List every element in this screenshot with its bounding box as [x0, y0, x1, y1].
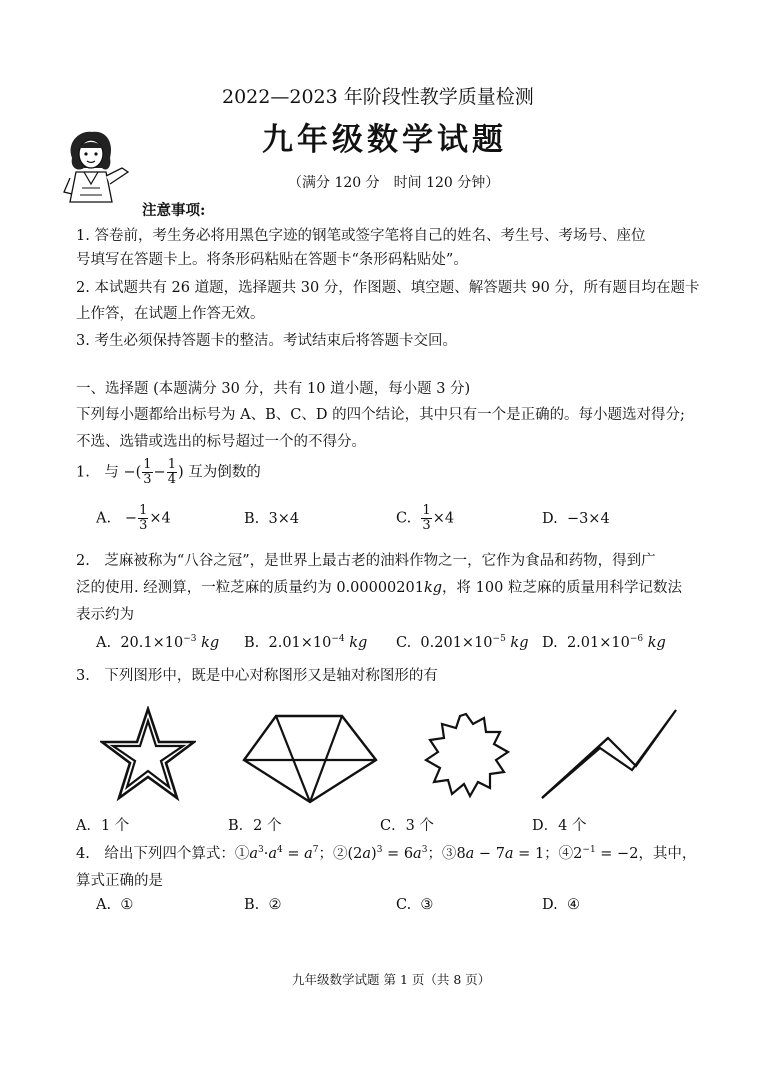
q4-option-b: B. ② [244, 897, 282, 913]
page-footer: 九年级数学试题 第 1 页（共 8 页） [292, 972, 491, 987]
q3-text: 3. 下列图形中，既是中心对称图形又是轴对称图形的有 [76, 668, 438, 684]
figure-pentagon-fan [242, 712, 378, 804]
q2-option-c: C. $0.201\times 10^{-5}$ kg [396, 634, 529, 651]
q3-option-b: B．2 个 [228, 818, 282, 834]
q2-line-1: 2. 芝麻被称为“八谷之冠”，是世界上最古老的油料作物之一，它作为食品和药物，得到广 [76, 553, 656, 569]
q2-line-2: 泛的使用. 经测算，一粒芝麻的质量约为 0.00000201kg，将 100 粒芝麻的质量用科学记数法 [76, 580, 682, 596]
exam-subtitle: 2022—2023 年阶段性教学质量检测 [222, 86, 534, 108]
q4-option-d: D. ④ [542, 897, 580, 913]
q4-option-c: C. ③ [396, 897, 434, 913]
q2-option-d: D. $2.01\times 10^{-6}$ kg [542, 634, 666, 651]
q4-option-a: A. ① [96, 897, 134, 913]
q1-option-a: A. − $\frac{1}{3}$ ×4 [96, 503, 171, 533]
q1-suffix: ) 互为倒数的 [177, 464, 261, 481]
q2-option-a: A. $20.1\times 10^{-3}$ kg [96, 634, 220, 651]
section-instruction-1: 下列每小题都给出标号为 A、B、C、D 的四个结论，其中只有一个是正确的。每小题选对得分; [76, 407, 685, 423]
exam-meta: （满分 120 分 时间 120 分钟） [288, 175, 500, 191]
notes-line-2: 号填写在答题卡上。将条形码粘贴在答题卡“条形码粘贴处”。 [76, 252, 468, 268]
figure-snowflake [418, 710, 514, 804]
figure-zigzag [540, 708, 680, 802]
q4-line-2: 算式正确的是 [76, 873, 163, 889]
q1-option-c: C. $\frac{1}{3}$ ×4 [396, 503, 455, 533]
notes-line-3: 2. 本试题共有 26 道题，选择题共 30 分，作图题、填空题、解答题共 90 分，所有题目均在题卡 [76, 280, 700, 296]
q1-fraction-1: $\frac{1}{3}$ [143, 457, 152, 487]
q2-option-b: B. $2.01\times 10^{-4}$ kg [244, 634, 368, 651]
q1-fraction-2: $\frac{1}{4}$ [167, 457, 176, 487]
q2-line-3: 表示约为 [76, 607, 134, 623]
notes-line-5: 3. 考生必须保持答题卡的整洁。考试结束后将答题卡交回。 [76, 333, 457, 349]
notes-heading: 注意事项: [142, 202, 206, 219]
exam-title: 九年级数学试题 [262, 122, 507, 158]
q1-option-b: B. 3×4 [244, 511, 300, 527]
section-heading: 一、选择题 (本题满分 30 分，共有 10 道小题，每小题 3 分) [76, 381, 471, 397]
q1-minus: − [153, 464, 166, 481]
section-instruction-2: 不选、选错或选出的标号超过一个的不得分。 [76, 434, 366, 450]
notes-line-1: 1. 答卷前，考生务必将用黑色字迹的钢笔或签字笔将自己的姓名、考生号、考场号、座位 [76, 228, 646, 244]
figure-double-star [100, 706, 196, 802]
question-1 [76, 458, 261, 487]
notes-line-4: 上作答，在试题上作答无效。 [76, 306, 265, 322]
q4-line-1: 4. 给出下列四个算式：$①a^3\cdot a^4 = a^7$；$②(2a)^3 = 6a^3$；③8a − 7a = 1；$④2^{-1} = -2$，其中， [76, 845, 697, 862]
q3-option-c: C．3 个 [380, 818, 434, 834]
q1-option-d: D. −3×4 [542, 511, 610, 527]
q1-prefix: 1. 与 −( [76, 464, 142, 481]
q3-option-a: A．1 个 [76, 818, 130, 834]
teacher-cartoon-illustration [62, 128, 136, 204]
q3-option-d: D．4 个 [532, 818, 587, 834]
